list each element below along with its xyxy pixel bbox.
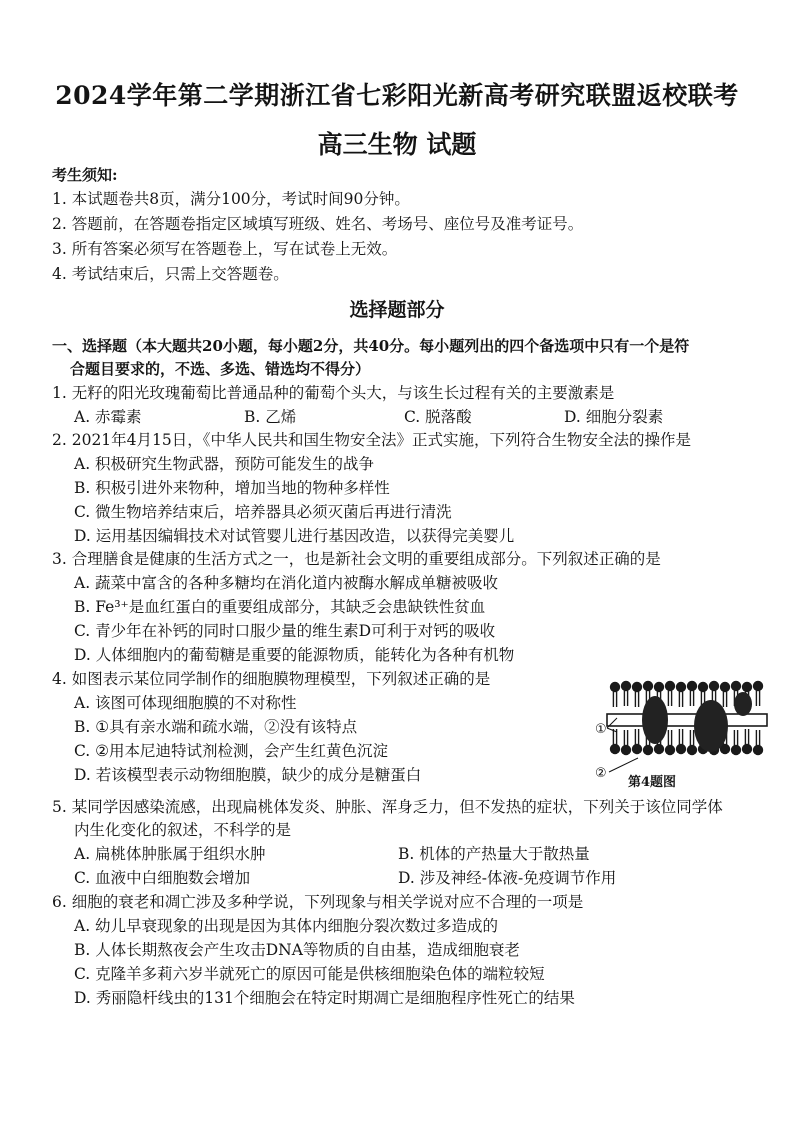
section-title: 选择题部分: [349, 299, 445, 321]
section-instructions: 一、选择题（本大题共20小题，每小题2分，共40分。每小题列出的四个备选项中只有一个是符: [52, 337, 690, 355]
option: B. Fe³⁺是血红蛋白的重要组成部分，其缺乏会患缺铁性贫血: [74, 598, 486, 616]
exam-title: 2024学年第二学期浙江省七彩阳光新高考研究联盟返校联考: [55, 81, 739, 110]
option: C. 微生物培养结束后，培养器具必须灭菌后再进行清洗: [74, 503, 452, 521]
phospholipid-layer-bottom: [610, 729, 763, 755]
option: D. 细胞分裂素: [564, 408, 664, 426]
question-stem: 5. 某同学因感染流感，出现扁桃体发炎、肿胀、浑身乏力，但不发热的症状，下列关于该位同学体: [52, 798, 723, 816]
question-stem: 2. 2021年4月15日，《中华人民共和国生物安全法》正式实施，下列符合生物安全法的操作是: [52, 431, 691, 449]
option: A. 扁桃体肿胀属于组织水肿: [74, 845, 266, 863]
option: D. 人体细胞内的葡萄糖是重要的能源物质，能转化为各种有机物: [74, 646, 515, 664]
option: B. 人体长期熬夜会产生攻击DNA等物质的自由基，造成细胞衰老: [74, 941, 520, 959]
membrane-model-figure: [593, 663, 783, 793]
option: C. 克隆羊多莉六岁半就死亡的原因可能是供核细胞染色体的端粒较短: [74, 965, 545, 983]
option: A. 赤霉素: [74, 408, 142, 426]
figure-caption: 第4题图: [628, 775, 677, 790]
option: D. 若该模型表示动物细胞膜，缺少的成分是糖蛋白: [74, 766, 422, 784]
option: A. 该图可体现细胞膜的不对称性: [74, 694, 297, 712]
option: A. 积极研究生物武器，预防可能发生的战争: [74, 455, 375, 473]
notice-item: 3. 所有答案必须写在答题卷上，写在试卷上无效。: [52, 240, 398, 258]
option: B. 乙烯: [244, 408, 297, 426]
option: C. 脱落酸: [404, 408, 472, 426]
option: C. ②用本尼迪特试剂检测，会产生红黄色沉淀: [74, 742, 389, 760]
question-stem: 6. 细胞的衰老和凋亡涉及多种学说，下列现象与相关学说对应不合理的一项是: [52, 893, 584, 911]
option: B. ①具有亲水端和疏水端，②没有该特点: [74, 718, 358, 736]
protein-shape: [694, 700, 728, 752]
option: B. 机体的产热量大于散热量: [398, 845, 590, 863]
notice-heading: 考生须知:: [52, 166, 118, 184]
protein-shape: [734, 692, 752, 716]
question-stem: 内生化变化的叙述，不科学的是: [74, 821, 292, 839]
question-stem: 3. 合理膳食是健康的生活方式之一，也是新社会文明的重要组成部分。下列叙述正确的是: [52, 550, 661, 568]
option: C. 青少年在补钙的同时口服少量的维生素D可利于对钙的吸收: [74, 622, 496, 640]
notice-item: 1. 本试题卷共8页，满分100分，考试时间90分钟。: [52, 190, 410, 208]
question-stem: 4. 如图表示某位同学制作的细胞膜物理模型，下列叙述正确的是: [52, 670, 491, 688]
notice-item: 4. 考试结束后，只需上交答题卷。: [52, 265, 289, 283]
question-stem: 1. 无籽的阳光玫瑰葡萄比普通品种的葡萄个头大，与该生长过程有关的主要激素是: [52, 384, 615, 402]
option: B. 积极引进外来物种，增加当地的物种多样性: [74, 479, 390, 497]
option: D. 秀丽隐杆线虫的131个细胞会在特定时期凋亡是细胞程序性死亡的结果: [74, 989, 575, 1007]
section-instructions: 合题目要求的，不选、多选、错选均不得分）: [70, 360, 371, 378]
option: D. 涉及神经-体液-免疫调节作用: [398, 869, 617, 887]
option: A. 蔬菜中富含的各种多糖均在消化道内被酶水解成单糖被吸收: [74, 574, 499, 592]
option: A. 幼儿早衰现象的出现是因为其体内细胞分裂次数过多造成的: [74, 917, 499, 935]
protein-shape: [642, 696, 668, 744]
option: C. 血液中白细胞数会增加: [74, 869, 251, 887]
option: D. 运用基因编辑技术对试管婴儿进行基因改造，以获得完美婴儿: [74, 527, 515, 545]
figure-label-2: ②: [595, 766, 607, 781]
exam-subtitle: 高三生物 试题: [317, 130, 477, 159]
notice-item: 2. 答题前，在答题卷指定区域填写班级、姓名、考场号、座位号及准考证号。: [52, 215, 584, 233]
figure-label-1: ①: [595, 722, 607, 737]
